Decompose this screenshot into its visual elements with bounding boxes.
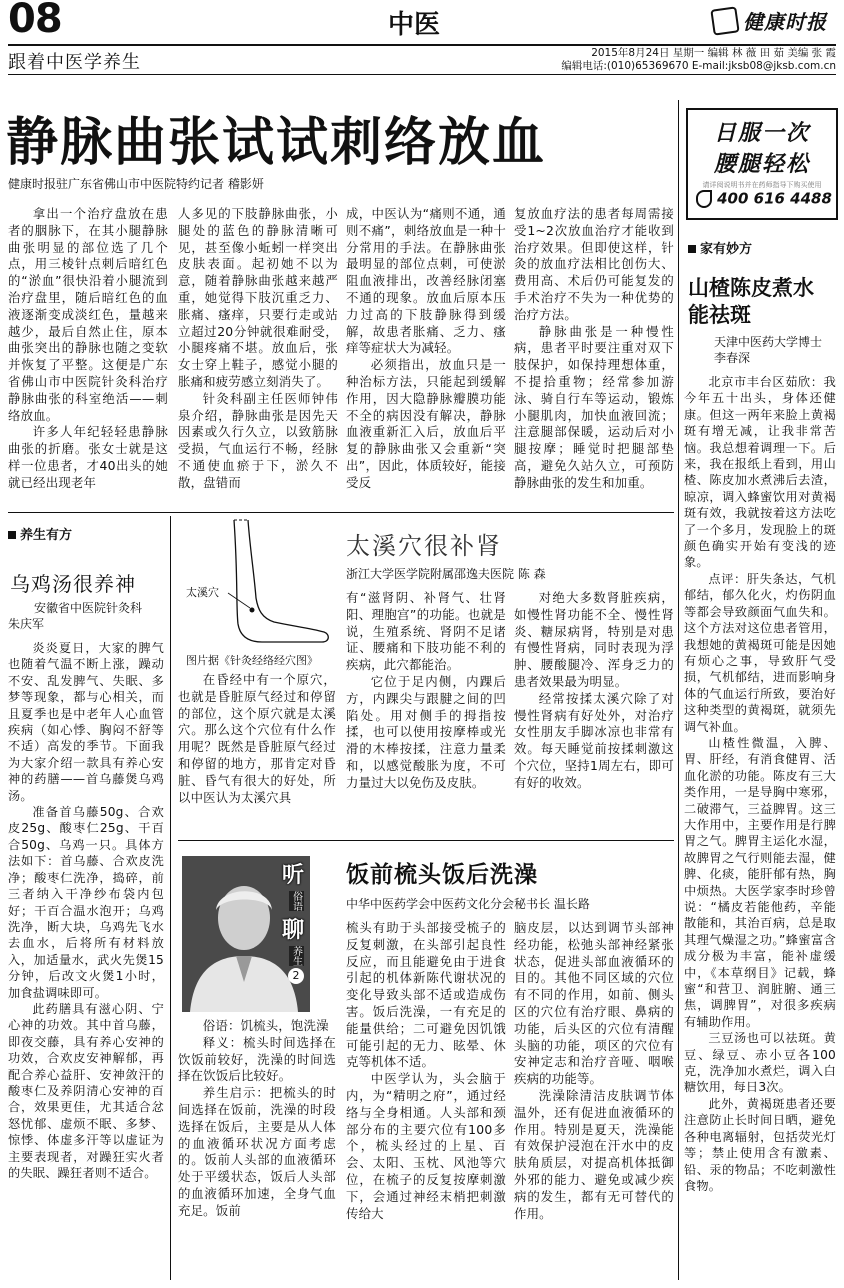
main-col-4 [514, 206, 674, 508]
badge-number: 2 [288, 968, 304, 984]
paragraph: 三豆汤也可以祛斑。黄豆、绿豆、赤小豆各100克，洗净加水煮烂，调入白糖饮用，每日3次。 [684, 1031, 836, 1095]
foot-drawing [178, 518, 336, 648]
foot-figure-caption: 图片据《针灸经络经穴图》 [186, 654, 318, 667]
remedy-author-line1: 天津中医药大学博士 [714, 335, 823, 349]
ad-phone: 400 616 4488 [717, 189, 832, 208]
section-title: 中医 [388, 10, 441, 40]
paragraph: 成，中医认为“痛则不通，通则不痛”，刺络放血是一种十分常用的手法。在静脉曲张最明显的部位点刺，可使淤阻血液排出，改善经脉闭塞不通的现象。放血后原本压力过高的下肢静脉得到缓解，故患者胀痛、乏力、瘙痒等症状大为减轻。 [346, 206, 506, 356]
paragraph: 炎炎夏日，大家的脾气也随着气温不断上涨，躁动不安、乱发脾气、失眠、多梦等现象，都与心相关，而且夏季也是中老年人心血管疾病（如心悸、胸闷不舒等不适）高发的季节。下面我为大家介绍一款具有养心安神的药膳——首乌藤煲乌鸡汤。 [8, 641, 164, 803]
badge-char: 俗语 [290, 891, 302, 911]
paragraph: 洗澡除清洁皮肤调节体温外，还有促进血液循环的作用。特别是夏天，洗澡能有效保护浸泡在汗水中的皮肤角质层，对提高机体抵御外邪的能力、避免或减少疾病的发生，都有无可替代的作用。 [514, 1087, 674, 1221]
paragraph: 此药膳具有滋心阴、宁心神的功效。其中首乌藤，即夜交藤，具有养心安神的功效，合欢皮安神解郁，再配合养心益肝、安神敛汗的酸枣仁及养阴清心安神的百合，效果更佳，尤其适合忿怒忧郁、虚烦不眠、多梦、惊悸、体虚多汗等以虚证为主要表现者，对躁狂实火者的失眠、躁狂者则不适合。 [8, 1001, 164, 1180]
paragraph: 拿出一个治疗盘放在患者的胭脉下，在其小腿静脉曲张明显的部位选了几个点，用三棱针点刺后暗红色的“淤血”很快沿着小腿流到治疗盘里，随后暗红色的血液逐渐变成淡红色，量越来越少，最后自然止住，原本曲张突出的静脉也随之变软并恢复了平整。这便是广东省佛山市中医院针灸科治疗静脉曲张的科室绝活——刺络放血。 [8, 206, 168, 423]
paragraph: 经常按揉太溪穴除了对慢性肾病有好处外，对治疗女性朋友手脚冰凉也非常有效。每天睡觉前按揉刺激这个穴位，坚持1周左右，即可有好的收效。 [514, 690, 674, 790]
paragraph: 准备首乌藤50g、合欢皮25g、酸枣仁25g、干百合50g、乌鸡一只。具体方法如下：首乌藤、合欢皮洗净；酸枣仁洗净，捣碎，前三者纳入干净纱布袋内包好；干百合温水泡开；乌鸡洗净，断大块，乌鸡先飞水去血水，后将所有材料放入，加适量水，武火先煲15分钟，后改文火煲1小时，加食盐调味即可。 [8, 805, 164, 1000]
paragraph: 人多见的下肢静脉曲张，小腿处的蓝色的静脉清晰可见，甚至像小蚯蚓一样突出皮肤表面。起初她不以为意，随着静脉曲张越来越严重，她觉得下肢沉重乏力、胀痛、瘙痒，只要行走或站立超过20分钟就很难耐受，小腿疼痛不堪。放血后，张女士穿上鞋子，感觉小腿的胀痛和疲劳感立刻消失了。 [178, 206, 338, 389]
remedy-title: 山楂陈皮煮水能祛斑 [688, 275, 814, 327]
remedy-body [684, 374, 836, 1280]
paragraph: 山楂性微温，入脾、胃、肝经，有消食健胃、活血化淤的功能。陈皮有三大类作用，一是导胸中寒邪，二破滞气，三益脾胃。这三大作用中，主要作用是行脾胃之气。脾胃主运化水湿，故脾胃之气行则能去湿，健脾、化痰，能肝郁有热，胸中烦热。大医学家李时珍曾说：“橘皮若能他药，辛能散能和，其治百病，总是取其理气燥湿之功。”蜂蜜富含成分极为丰富，能补虚缓中，《本草纲目》记载，蜂蜜“和营卫、润脏腑、通三焦，调脾胃”，对很多疾病有辅助作用。 [684, 735, 836, 1029]
section-label-wellness: 养生有方 [8, 524, 72, 543]
taixi-col-1 [178, 672, 336, 832]
main-col-1 [8, 206, 168, 508]
paragraph: 复放血疗法的患者每周需接受1~2次放血治疗才能收到治疗效果。但即使这样，针灸的放血疗法相比创伤大、费用高、术后仍可能复发的手术治疗不失为一种优势的治疗方法。 [514, 206, 674, 322]
header-rule [8, 44, 836, 46]
liaoyu-byline: 中华中医药学会中医药文化分会秘书长 温长路 [346, 897, 590, 911]
paragraph: 中医学认为，头会脑于内，为“精明之府”，通过经络与全身相通。人头部和颈部分布的主要穴位有100多个，梳头经过的上星、百会、太阳、玉枕、风池等穴位，在梳子的反复按摩刺激下，会通过神经末梢把刺激传给大 [346, 1071, 506, 1221]
paragraph: 对绝大多数肾脏疾病，如慢性肾功能不全、慢性肾炎、糖尿病肾，特别是对患有慢性肾病，同时表现为浮肿、腰酸腿冷、浑身乏力的患者效果最为明显。 [514, 590, 674, 689]
remedy-author-line2: 李春深 [714, 351, 751, 365]
taixi-title: 太溪穴很补肾 [346, 532, 502, 560]
wuji-title: 乌鸡汤很养神 [10, 572, 136, 596]
column-badge [282, 858, 310, 986]
header-subrule [8, 74, 836, 75]
ad-title-line2: 腰腿轻松 [713, 152, 810, 177]
phone-icon [696, 190, 712, 208]
paragraph: 许多人年纪轻轻患静脉曲张的折磨。张女士就是这样一位患者，才40出头的她就已经出现老年 [8, 424, 168, 490]
masthead-title: 健康时报 [743, 10, 828, 34]
liaoyu-col-3 [514, 920, 674, 1280]
paragraph: 北京市丰台区茹欣：我今年五十出头，身体还健康。但这一两年来脸上黄褐斑有增无减，让我非常苦恼。我总想着调理一下。后来，我在报纸上看到，用山楂、陈皮加水煮沸后去渣，晾凉，调入蜂蜜饮用对黄褐斑有效，我就按着这方法吃了一个多月，发现脸上的斑颜色确实开始有变浅的迹象。 [684, 375, 836, 570]
paragraph: 此外，黄褐斑患者还要注意防止长时间日晒，避免各种电离辐射，包括荧光灯等；禁止使用含有激素、铅、汞的物品；不吃刺激性食物。 [684, 1096, 836, 1193]
paragraph: 必须指出，放血只是一种治标方法，只能起到缓解作用，因大隐静脉瓣膜功能不全的病因没有解决，静脉血液重新汇入后，放血后平复的静脉曲张又会重新“突出”，因此，体质较好，能接受反 [346, 357, 506, 490]
saying-caption: 俗语：饥梳头，饱洗澡 [202, 1018, 329, 1033]
paragraph: 有“滋肾阴、补肾气、壮肾阳、理胞宫”的功能。也就是说，生殖系统、肾阴不足诸证、腰痛和下肢功能不利的疾病，此穴都能治。 [346, 590, 506, 673]
paragraph: 养生启示：把梳头的时间选择在饭前，洗澡的时段选择在饭后，主要是从人体的血液循环状况方面考虑的。饭前人头部的血液循环处于平缓状态，饭后人头部的血液循环加速，全身气血充足。饭前 [178, 1085, 336, 1218]
taixi-byline: 浙江大学医学院附属邵逸夫医院 陈 森 [346, 567, 546, 581]
logo-mark-icon [710, 6, 739, 35]
paragraph: 针灸科副主任医师钟伟泉介绍，静脉曲张是因先天因素或久行久立，以致筋脉受损，气血运行不畅，经脉不通使血瘀于下，淤久不散，盘错而 [178, 390, 338, 490]
square-bullet-icon [8, 531, 16, 539]
liaoyu-col-1 [178, 1018, 336, 1280]
main-col-2 [178, 206, 338, 508]
square-bullet-icon [688, 245, 696, 253]
masthead-logo [712, 6, 836, 36]
wuji-body [8, 640, 164, 1278]
page-number: 08 [8, 0, 62, 42]
paragraph: 它位于足内侧，内踝后方，内踝尖与跟腱之间的凹陷处。用对侧手的拇指按揉，也可以使用按摩棒或光滑的木棒按揉，注意力量柔和，以感觉酸胀为度，不可力量过大以免伤及皮肤。 [346, 673, 506, 790]
issue-meta-line1: 2015年8月24日 星期一 编辑 林 薇 田 茹 美编 张 霞 [591, 47, 836, 59]
paragraph: 静脉曲张是一种慢性病，患者平时要注重对双下肢保护，如保持理想体重，不提拾重物；经常参加游泳、骑自行车等运动，锻炼小腿肌肉，加快血液回流；注意腿部保暖，运动后对小腿按摩；睡觉时把腿部垫高，避免久站久立，可预防静脉曲张的发生和加重。 [514, 323, 674, 490]
liaoyu-col-2 [346, 920, 506, 1280]
main-bottom-rule [8, 512, 674, 513]
paragraph: 点评：肝失条达，气机郁结，郁久化火，灼伤阴血等都会导致颜面气血失和。这个方法对这位患者管用，我想她的黄褐斑可能是因她有烦心之事，导致肝气受损，气机郁结，进而影响身体的气血运行所致，要治好这种类型的黄褐斑，就须先调气补血。 [684, 571, 836, 734]
foot-illustration [178, 518, 336, 648]
ad-fine-print: 请详阅说明书并在药师指导下购买使用 [702, 181, 822, 189]
left-col-divider [170, 516, 171, 1280]
paragraph: 梳头有助于头部接受梳子的反复刺激，在头部引起良性反应，而且能避免由于进食引起的机体新陈代谢状况的变化导致头部不适或造成伤害。饭后洗澡，一有充足的能量供给；二可避免因饥饿可能引起的无力、眩晕、休克等机体不适。 [346, 920, 506, 1070]
wuji-author-line1: 安徽省中医院针灸科 [34, 601, 143, 615]
paragraph: 脑皮层，以达到调节头部神经功能，松弛头部神经紧张状态，促进头部血液循环的目的。其他不同区域的穴位有不同的作用，如前、侧头区的穴位有治疗眼、鼻病的功能，后头区的穴位有清醒头脑的功能，项区的穴位有安神定志和治疗音哑、咽喉疾病的功能等。 [514, 920, 674, 1087]
main-byline: 健康时报驻广东省佛山市中医院特约记者 稽影妍 [8, 177, 264, 191]
taixi-col-3 [514, 590, 674, 830]
foot-point-label: 太溪穴 [186, 586, 219, 599]
badge-char: 聊 [282, 918, 305, 943]
badge-char: 听 [282, 863, 305, 888]
main-col-3 [346, 206, 506, 508]
right-col-divider [678, 100, 679, 1280]
ad-title-line1: 日服一次 [713, 121, 810, 146]
liaoyu-title: 饭前梳头饭后洗澡 [346, 861, 538, 888]
ad-box [686, 108, 838, 220]
acupoint-marker [250, 608, 255, 613]
paragraph: 在昏经中有一个原穴，也就是昏脏原气经过和停留的部位，这个原穴就是太溪穴。那么这个穴位有什么作用呢？既然是昏脏原气经过和停留的地方，那肯定对昏脏、昏气有很大的好处，所以中医认为太溪穴具 [178, 672, 336, 805]
main-headline: 静脉曲张试试刺络放血 [6, 112, 547, 173]
wuji-author-line2: 朱庆军 [8, 617, 45, 631]
taixi-col-2 [346, 590, 506, 830]
issue-meta-line2: 编辑电话:(010)65369670 E-mail:jksb08@jksb.com.cn [561, 60, 836, 72]
badge-char: 养生 [290, 946, 302, 966]
section-label-home-remedy: 家有妙方 [688, 238, 752, 257]
tagline: 跟着中医学养生 [8, 52, 141, 73]
mid-rule [178, 840, 674, 841]
paragraph: 释义：梳头时间选择在饮饭前较好，洗澡的时间选择在饮饭后比较好。 [178, 1034, 336, 1084]
